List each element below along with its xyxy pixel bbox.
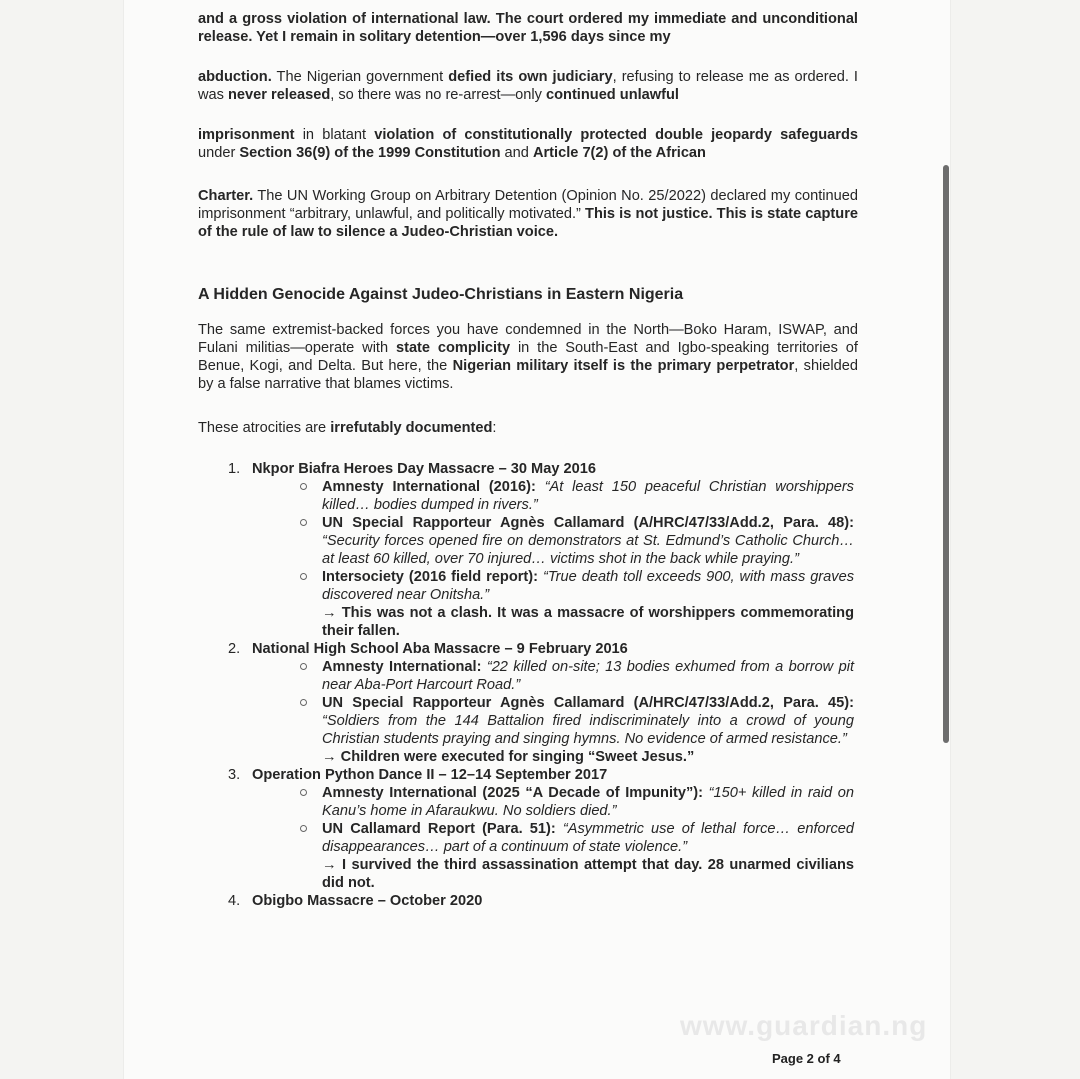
- text-run: imprisonment: [198, 127, 295, 143]
- evidence-item: [322, 478, 854, 514]
- text-run: abduction.: [198, 69, 272, 85]
- text-run: defied its own judiciary: [448, 69, 613, 85]
- evidence-item: [322, 694, 854, 766]
- evidence-quote: “22 killed on-site; 13 bodies exhumed from a borrow pit near Aba-Port Harcourt Road.”: [322, 659, 854, 693]
- evidence-source: Intersociety (2016 field report):: [322, 569, 538, 585]
- text-run: , so there was no re-arrest—only: [330, 87, 546, 103]
- text-run: irrefutably documented: [330, 420, 493, 436]
- text-run: and a gross violation of international law. The court ordered my immediate and unconditional release. Yet I remain in solitary detention—over 1,596 days since my: [198, 11, 858, 45]
- conclusion-text: → I survived the third assassination attempt that day. 28 unarmed civilians did not.: [322, 857, 854, 891]
- text-run: and: [500, 145, 533, 161]
- section-heading: A Hidden Genocide Against Judeo-Christians in Eastern Nigeria: [198, 286, 684, 303]
- text-run: continued unlawful: [546, 87, 679, 103]
- text-run: Nigerian military itself is the primary perpetrator: [452, 358, 795, 374]
- list-number: 4.: [228, 893, 241, 909]
- scrollbar[interactable]: [943, 165, 949, 743]
- text-run: in the South-East and Igbo-speaking territories of Benue, Kogi, and Delta. But here, the: [198, 340, 858, 374]
- conclusion-text: → Children were executed for singing “Sweet Jesus.”: [322, 749, 695, 765]
- bullet-icon: [300, 573, 307, 580]
- list-item: [228, 892, 858, 910]
- bullet-icon: [300, 825, 307, 832]
- evidence-item: [322, 514, 854, 568]
- evidence-source: UN Special Rapporteur Agnès Callamard (A/HRC/47/33/Add.2, Para. 45):: [322, 695, 854, 711]
- text-run: Article 7(2) of the African: [532, 145, 706, 161]
- text-run: Charter.: [198, 188, 254, 204]
- paragraph-1: [198, 10, 858, 46]
- list-item-title: Nkpor Biafra Heroes Day Massacre – 30 May 2016: [252, 461, 596, 477]
- text-run: never released: [228, 87, 331, 103]
- bullet-icon: [300, 663, 307, 670]
- text-run: , shielded by a false narrative that blames victims.: [198, 358, 859, 392]
- paragraph-2: [198, 68, 858, 104]
- evidence-source: Amnesty International:: [322, 659, 482, 675]
- list-number: 2.: [228, 641, 241, 657]
- page-number: Page 2 of 4: [772, 1051, 841, 1066]
- text-run: under: [198, 145, 240, 161]
- list-item-title: National High School Aba Massacre – 9 February 2016: [252, 641, 628, 657]
- evidence-item: [322, 784, 854, 820]
- bullet-icon: [300, 483, 307, 490]
- text-run: in blatant: [294, 127, 375, 143]
- text-run: These atrocities are: [198, 420, 331, 436]
- list-number: 3.: [228, 767, 241, 783]
- list-item-title: Operation Python Dance II – 12–14 September 2017: [252, 767, 608, 783]
- text-run: Section 36(9) of the 1999 Constitution: [239, 145, 501, 161]
- text-run: :: [492, 420, 497, 436]
- text-run: This is not justice. This is state capture of the rule of law to silence a Judeo-Christian voice.: [198, 206, 858, 240]
- evidence-source: Amnesty International (2016):: [322, 479, 536, 495]
- text-run: The Nigerian government: [271, 69, 449, 85]
- evidence-item: [322, 820, 854, 892]
- text-run: , refusing to release me as ordered. I was: [198, 69, 858, 103]
- paragraph-5: [198, 321, 858, 393]
- watermark: www.guardian.ng: [680, 1010, 928, 1041]
- list-item: [228, 766, 858, 784]
- evidence-source: Amnesty International (2025 “A Decade of Impunity”):: [322, 785, 704, 801]
- atrocity-list: [228, 460, 858, 910]
- text-run: state complicity: [395, 340, 511, 356]
- evidence-quote: “Soldiers from the 144 Battalion fired indiscriminately into a crowd of young Christian students praying and singing hymns. No evidence of armed resistance.”: [322, 713, 854, 747]
- bullet-icon: [300, 519, 307, 526]
- evidence-quote: “Security forces opened fire on demonstrators at St. Edmund’s Catholic Church… at least 60 killed, over 70 injured… victims shot in the back while praying.”: [322, 533, 854, 567]
- evidence-item: [322, 658, 854, 694]
- text-run: violation of constitutionally protected double jeopardy safeguards: [374, 127, 858, 143]
- evidence-source: UN Callamard Report (Para. 51):: [322, 821, 556, 837]
- evidence-quote: “True death toll exceeds 900, with mass graves discovered near Onitsha.”: [322, 569, 854, 603]
- list-number: 1.: [228, 461, 241, 477]
- list-item-title: Obigbo Massacre – October 2020: [252, 893, 483, 909]
- conclusion-text: → This was not a clash. It was a massacre of worshippers commemorating their fallen.: [322, 605, 854, 639]
- evidence-item: [322, 568, 854, 640]
- bullet-icon: [300, 789, 307, 796]
- evidence-quote: “150+ killed in raid on Kanu’s home in Afaraukwu. No soldiers died.”: [322, 785, 855, 819]
- paragraph-6: [198, 419, 858, 437]
- text-run: The UN Working Group on Arbitrary Detention (Opinion No. 25/2022) declared my continued imprisonment “arbitrary, unlawful, and politically motivated.”: [198, 188, 858, 222]
- paragraph-4: [198, 187, 858, 241]
- text-run: The same extremist-backed forces you have condemned in the North—Boko Haram, ISWAP, and Fulani militias—operate with: [198, 322, 858, 356]
- evidence-source: UN Special Rapporteur Agnès Callamard (A/HRC/47/33/Add.2, Para. 48):: [322, 515, 854, 531]
- bullet-icon: [300, 699, 307, 706]
- list-item: [228, 460, 858, 478]
- evidence-quote: “At least 150 peaceful Christian worshippers killed… bodies dumped in rivers.”: [322, 479, 854, 513]
- paragraph-3: [198, 126, 858, 162]
- list-item: [228, 640, 858, 658]
- evidence-quote: “Asymmetric use of lethal force… enforced disappearances… part of a continuum of state violence.”: [322, 821, 855, 855]
